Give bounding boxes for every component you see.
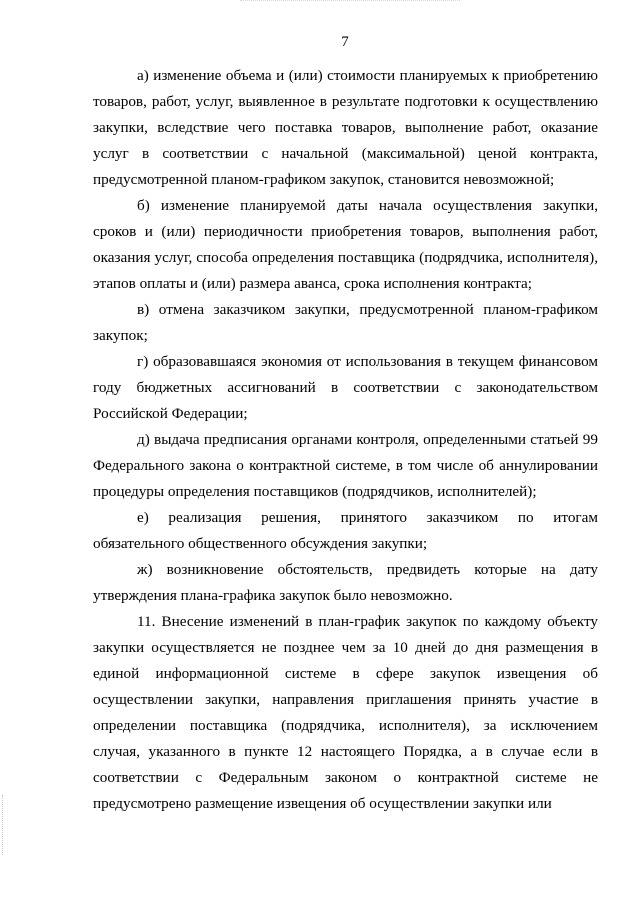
paragraph-item-e: е) реализация решения, принятого заказчиком по итогам обязательного общественного обсуждения закупки;	[93, 509, 598, 552]
page-number: 7	[341, 34, 349, 50]
paragraph-item-d: д) выдача предписания органами контроля, определенными статьей 99 Федерального закона о контрактной системе, в том числе об аннулировании процедуры определения поставщиков (подрядчиков, исполнителей);	[93, 431, 598, 500]
paragraph-item-v: в) отмена заказчиком закупки, предусмотренной планом-графиком закупок;	[93, 301, 598, 344]
scan-artifact-margin	[2, 795, 4, 855]
paragraph-clause-11: 11. Внесение изменений в план-график закупок по каждому объекту закупки осуществляется не позднее чем за 10 дней до дня размещения в единой информационной системе в сфере закупок извещения об осуществлении закупки, направления приглашения принять участие в определении поставщика (подрядчика, исполнителя), за исключением случая, указанного в пункте 12 настоящего Порядка, а в случае если в соответствии с Федеральным законом о контрактной системе не предусмотрено размещение извещения об осуществлении закупки или	[93, 613, 598, 812]
scan-artifact-top	[240, 0, 460, 2]
paragraph-item-b: б) изменение планируемой даты начала осуществления закупки, сроков и (или) периодичности приобретения товаров, выполнения работ, оказания услуг, способа определения поставщика (подрядчика, исполнителя), этапов оплаты и (или) размера аванса, срока исполнения контракта;	[93, 197, 598, 292]
paragraph-item-a: а) изменение объема и (или) стоимости планируемых к приобретению товаров, работ, услуг, выявленное в результате подготовки к осуществлению закупки, вследствие чего поставка товаров, выполнение работ, оказание услуг в соответствии с начальной (максимальной) ценой контракта, предусмотренной планом-графиком закупок, становится невозможной;	[93, 67, 598, 188]
paragraph-item-zh: ж) возникновение обстоятельств, предвидеть которые на дату утверждения плана-графика закупок было невозможно.	[93, 561, 598, 604]
paragraph-item-g: г) образовавшаяся экономия от использования в текущем финансовом году бюджетных ассигнований в соответствии с законодательством Российской Федерации;	[93, 353, 598, 422]
document-body	[93, 63, 598, 817]
